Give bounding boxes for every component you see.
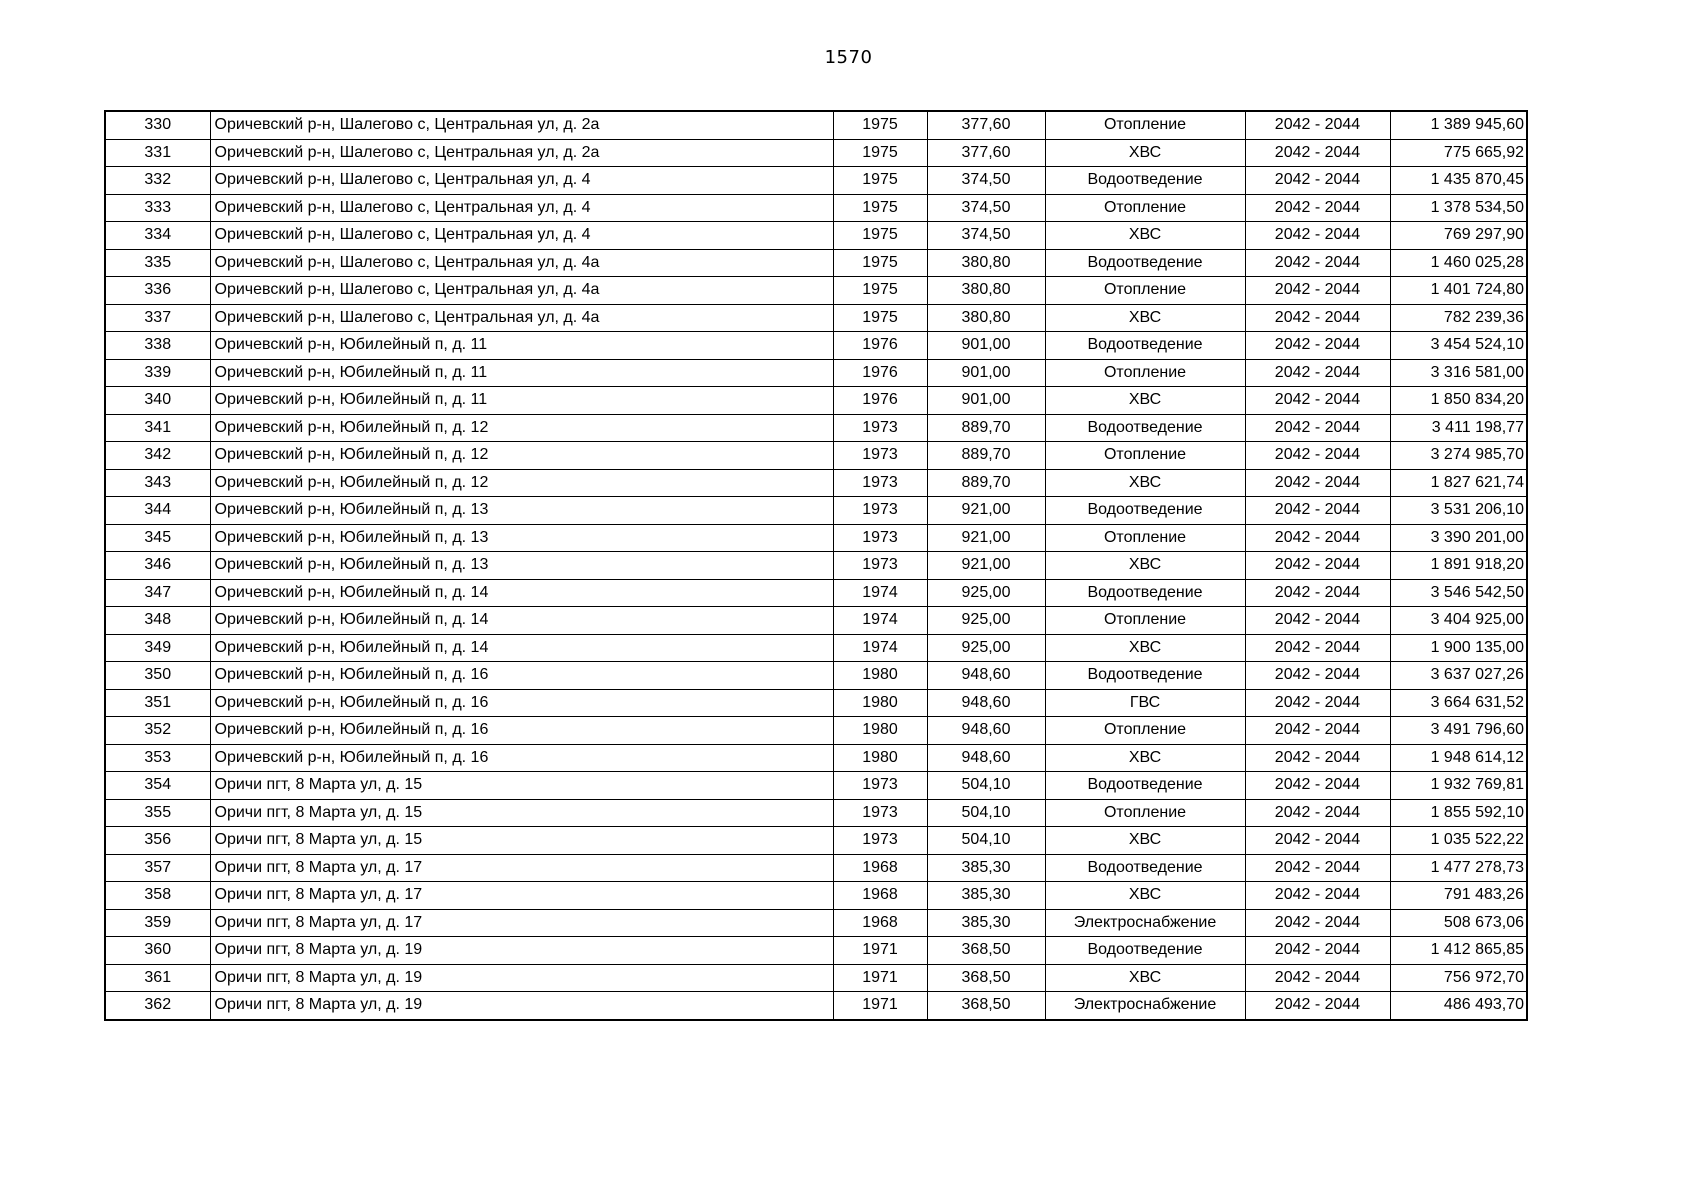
work-type-cell: Отопление (1045, 277, 1245, 305)
row-number-cell: 352 (105, 717, 210, 745)
table-row (105, 222, 1527, 250)
cost-cell: 1 460 025,28 (1390, 249, 1527, 277)
work-type-cell: Водоотведение (1045, 772, 1245, 800)
area-cell: 377,60 (927, 111, 1045, 139)
table-row (105, 882, 1527, 910)
period-cell: 2042 - 2044 (1245, 744, 1390, 772)
build-year-cell: 1976 (833, 387, 927, 415)
build-year-cell: 1973 (833, 414, 927, 442)
work-type-cell: Водоотведение (1045, 332, 1245, 360)
work-type-cell: ХВС (1045, 387, 1245, 415)
work-type-cell: ХВС (1045, 139, 1245, 167)
period-cell: 2042 - 2044 (1245, 304, 1390, 332)
table-row (105, 359, 1527, 387)
period-cell: 2042 - 2044 (1245, 717, 1390, 745)
row-number-cell: 358 (105, 882, 210, 910)
address-cell: Оричевский р-н, Юбилейный п, д. 14 (210, 634, 833, 662)
area-cell: 380,80 (927, 249, 1045, 277)
address-cell: Оричевский р-н, Юбилейный п, д. 16 (210, 662, 833, 690)
build-year-cell: 1968 (833, 854, 927, 882)
area-cell: 925,00 (927, 579, 1045, 607)
period-cell: 2042 - 2044 (1245, 469, 1390, 497)
area-cell: 948,60 (927, 717, 1045, 745)
table-row (105, 469, 1527, 497)
row-number-cell: 356 (105, 827, 210, 855)
build-year-cell: 1968 (833, 882, 927, 910)
cost-cell: 791 483,26 (1390, 882, 1527, 910)
address-cell: Оричи пгт, 8 Марта ул, д. 15 (210, 799, 833, 827)
area-cell: 921,00 (927, 552, 1045, 580)
address-cell: Оричи пгт, 8 Марта ул, д. 19 (210, 964, 833, 992)
period-cell: 2042 - 2044 (1245, 387, 1390, 415)
work-type-cell: Водоотведение (1045, 167, 1245, 195)
period-cell: 2042 - 2044 (1245, 249, 1390, 277)
table-row (105, 744, 1527, 772)
cost-cell: 1 827 621,74 (1390, 469, 1527, 497)
work-type-cell: ХВС (1045, 469, 1245, 497)
build-year-cell: 1974 (833, 579, 927, 607)
build-year-cell: 1968 (833, 909, 927, 937)
period-cell: 2042 - 2044 (1245, 332, 1390, 360)
work-type-cell: Отопление (1045, 359, 1245, 387)
area-cell: 948,60 (927, 689, 1045, 717)
cost-cell: 1 948 614,12 (1390, 744, 1527, 772)
row-number-cell: 333 (105, 194, 210, 222)
address-cell: Оричи пгт, 8 Марта ул, д. 19 (210, 937, 833, 965)
period-cell: 2042 - 2044 (1245, 607, 1390, 635)
row-number-cell: 360 (105, 937, 210, 965)
cost-cell: 486 493,70 (1390, 992, 1527, 1020)
cost-cell: 1 435 870,45 (1390, 167, 1527, 195)
area-cell: 901,00 (927, 387, 1045, 415)
table-row (105, 827, 1527, 855)
work-type-cell: ГВС (1045, 689, 1245, 717)
build-year-cell: 1973 (833, 799, 927, 827)
build-year-cell: 1973 (833, 442, 927, 470)
address-cell: Оричевский р-н, Юбилейный п, д. 14 (210, 607, 833, 635)
table-row (105, 607, 1527, 635)
table-row (105, 579, 1527, 607)
work-type-cell: Отопление (1045, 799, 1245, 827)
address-cell: Оричевский р-н, Шалегово с, Центральная ул, д. 4а (210, 249, 833, 277)
period-cell: 2042 - 2044 (1245, 442, 1390, 470)
cost-cell: 1 412 865,85 (1390, 937, 1527, 965)
address-cell: Оричевский р-н, Юбилейный п, д. 11 (210, 332, 833, 360)
area-cell: 504,10 (927, 827, 1045, 855)
row-number-cell: 331 (105, 139, 210, 167)
area-cell: 921,00 (927, 497, 1045, 525)
area-cell: 948,60 (927, 744, 1045, 772)
period-cell: 2042 - 2044 (1245, 772, 1390, 800)
cost-cell: 3 531 206,10 (1390, 497, 1527, 525)
build-year-cell: 1975 (833, 139, 927, 167)
row-number-cell: 347 (105, 579, 210, 607)
register-table (104, 110, 1528, 1021)
cost-cell: 1 850 834,20 (1390, 387, 1527, 415)
address-cell: Оричевский р-н, Юбилейный п, д. 12 (210, 469, 833, 497)
table-row (105, 552, 1527, 580)
address-cell: Оричевский р-н, Шалегово с, Центральная ул, д. 2а (210, 111, 833, 139)
area-cell: 374,50 (927, 194, 1045, 222)
work-type-cell: Электроснабжение (1045, 992, 1245, 1020)
area-cell: 889,70 (927, 442, 1045, 470)
work-type-cell: ХВС (1045, 744, 1245, 772)
table-row (105, 909, 1527, 937)
row-number-cell: 345 (105, 524, 210, 552)
build-year-cell: 1974 (833, 607, 927, 635)
period-cell: 2042 - 2044 (1245, 277, 1390, 305)
area-cell: 368,50 (927, 992, 1045, 1020)
cost-cell: 3 316 581,00 (1390, 359, 1527, 387)
address-cell: Оричевский р-н, Шалегово с, Центральная ул, д. 4 (210, 222, 833, 250)
cost-cell: 782 239,36 (1390, 304, 1527, 332)
table-row (105, 497, 1527, 525)
address-cell: Оричи пгт, 8 Марта ул, д. 15 (210, 772, 833, 800)
table-row (105, 194, 1527, 222)
address-cell: Оричевский р-н, Юбилейный п, д. 12 (210, 442, 833, 470)
row-number-cell: 343 (105, 469, 210, 497)
table-row (105, 662, 1527, 690)
work-type-cell: Водоотведение (1045, 497, 1245, 525)
work-type-cell: Отопление (1045, 607, 1245, 635)
build-year-cell: 1973 (833, 524, 927, 552)
row-number-cell: 339 (105, 359, 210, 387)
row-number-cell: 357 (105, 854, 210, 882)
period-cell: 2042 - 2044 (1245, 194, 1390, 222)
period-cell: 2042 - 2044 (1245, 689, 1390, 717)
work-type-cell: ХВС (1045, 222, 1245, 250)
row-number-cell: 349 (105, 634, 210, 662)
work-type-cell: Водоотведение (1045, 414, 1245, 442)
period-cell: 2042 - 2044 (1245, 222, 1390, 250)
address-cell: Оричевский р-н, Шалегово с, Центральная ул, д. 4а (210, 304, 833, 332)
cost-cell: 1 932 769,81 (1390, 772, 1527, 800)
area-cell: 368,50 (927, 964, 1045, 992)
period-cell: 2042 - 2044 (1245, 579, 1390, 607)
row-number-cell: 332 (105, 167, 210, 195)
work-type-cell: Водоотведение (1045, 249, 1245, 277)
build-year-cell: 1975 (833, 249, 927, 277)
cost-cell: 1 035 522,22 (1390, 827, 1527, 855)
cost-cell: 1 401 724,80 (1390, 277, 1527, 305)
table-row (105, 332, 1527, 360)
address-cell: Оричевский р-н, Юбилейный п, д. 14 (210, 579, 833, 607)
table-row (105, 387, 1527, 415)
area-cell: 377,60 (927, 139, 1045, 167)
table-row (105, 277, 1527, 305)
period-cell: 2042 - 2044 (1245, 882, 1390, 910)
address-cell: Оричевский р-н, Юбилейный п, д. 13 (210, 497, 833, 525)
area-cell: 374,50 (927, 222, 1045, 250)
period-cell: 2042 - 2044 (1245, 827, 1390, 855)
period-cell: 2042 - 2044 (1245, 552, 1390, 580)
address-cell: Оричевский р-н, Шалегово с, Центральная ул, д. 4а (210, 277, 833, 305)
address-cell: Оричевский р-н, Юбилейный п, д. 16 (210, 689, 833, 717)
work-type-cell: ХВС (1045, 964, 1245, 992)
row-number-cell: 341 (105, 414, 210, 442)
table-row (105, 167, 1527, 195)
table-row (105, 139, 1527, 167)
row-number-cell: 346 (105, 552, 210, 580)
cost-cell: 1 477 278,73 (1390, 854, 1527, 882)
row-number-cell: 334 (105, 222, 210, 250)
area-cell: 889,70 (927, 414, 1045, 442)
address-cell: Оричи пгт, 8 Марта ул, д. 17 (210, 882, 833, 910)
table-row (105, 111, 1527, 139)
build-year-cell: 1976 (833, 332, 927, 360)
period-cell: 2042 - 2044 (1245, 964, 1390, 992)
build-year-cell: 1975 (833, 111, 927, 139)
address-cell: Оричевский р-н, Юбилейный п, д. 16 (210, 717, 833, 745)
address-cell: Оричевский р-н, Шалегово с, Центральная ул, д. 2а (210, 139, 833, 167)
area-cell: 921,00 (927, 524, 1045, 552)
area-cell: 385,30 (927, 909, 1045, 937)
table-row (105, 937, 1527, 965)
area-cell: 374,50 (927, 167, 1045, 195)
table-row (105, 524, 1527, 552)
period-cell: 2042 - 2044 (1245, 139, 1390, 167)
cost-cell: 756 972,70 (1390, 964, 1527, 992)
row-number-cell: 335 (105, 249, 210, 277)
table-row (105, 634, 1527, 662)
period-cell: 2042 - 2044 (1245, 799, 1390, 827)
register-table-body (105, 111, 1527, 1020)
work-type-cell: Электроснабжение (1045, 909, 1245, 937)
cost-cell: 1 378 534,50 (1390, 194, 1527, 222)
work-type-cell: Водоотведение (1045, 662, 1245, 690)
period-cell: 2042 - 2044 (1245, 909, 1390, 937)
work-type-cell: Отопление (1045, 442, 1245, 470)
address-cell: Оричевский р-н, Юбилейный п, д. 11 (210, 359, 833, 387)
table-row (105, 992, 1527, 1020)
area-cell: 385,30 (927, 882, 1045, 910)
row-number-cell: 330 (105, 111, 210, 139)
address-cell: Оричи пгт, 8 Марта ул, д. 19 (210, 992, 833, 1020)
address-cell: Оричи пгт, 8 Марта ул, д. 15 (210, 827, 833, 855)
row-number-cell: 362 (105, 992, 210, 1020)
build-year-cell: 1975 (833, 277, 927, 305)
work-type-cell: Отопление (1045, 524, 1245, 552)
build-year-cell: 1971 (833, 992, 927, 1020)
area-cell: 889,70 (927, 469, 1045, 497)
build-year-cell: 1980 (833, 689, 927, 717)
area-cell: 901,00 (927, 332, 1045, 360)
work-type-cell: Отопление (1045, 717, 1245, 745)
build-year-cell: 1971 (833, 964, 927, 992)
row-number-cell: 340 (105, 387, 210, 415)
cost-cell: 3 404 925,00 (1390, 607, 1527, 635)
build-year-cell: 1975 (833, 167, 927, 195)
cost-cell: 3 390 201,00 (1390, 524, 1527, 552)
address-cell: Оричи пгт, 8 Марта ул, д. 17 (210, 909, 833, 937)
work-type-cell: ХВС (1045, 304, 1245, 332)
build-year-cell: 1973 (833, 827, 927, 855)
row-number-cell: 350 (105, 662, 210, 690)
work-type-cell: ХВС (1045, 552, 1245, 580)
area-cell: 368,50 (927, 937, 1045, 965)
row-number-cell: 359 (105, 909, 210, 937)
cost-cell: 3 664 631,52 (1390, 689, 1527, 717)
table-row (105, 304, 1527, 332)
cost-cell: 3 274 985,70 (1390, 442, 1527, 470)
table-row (105, 689, 1527, 717)
row-number-cell: 338 (105, 332, 210, 360)
cost-cell: 775 665,92 (1390, 139, 1527, 167)
build-year-cell: 1980 (833, 717, 927, 745)
area-cell: 385,30 (927, 854, 1045, 882)
row-number-cell: 353 (105, 744, 210, 772)
address-cell: Оричевский р-н, Юбилейный п, д. 11 (210, 387, 833, 415)
area-cell: 504,10 (927, 799, 1045, 827)
address-cell: Оричевский р-н, Шалегово с, Центральная ул, д. 4 (210, 167, 833, 195)
area-cell: 925,00 (927, 607, 1045, 635)
build-year-cell: 1975 (833, 222, 927, 250)
address-cell: Оричевский р-н, Юбилейный п, д. 13 (210, 552, 833, 580)
cost-cell: 769 297,90 (1390, 222, 1527, 250)
area-cell: 380,80 (927, 304, 1045, 332)
cost-cell: 1 891 918,20 (1390, 552, 1527, 580)
build-year-cell: 1975 (833, 194, 927, 222)
table-row (105, 442, 1527, 470)
address-cell: Оричевский р-н, Юбилейный п, д. 12 (210, 414, 833, 442)
cost-cell: 1 900 135,00 (1390, 634, 1527, 662)
build-year-cell: 1976 (833, 359, 927, 387)
work-type-cell: Отопление (1045, 194, 1245, 222)
row-number-cell: 342 (105, 442, 210, 470)
work-type-cell: ХВС (1045, 634, 1245, 662)
build-year-cell: 1975 (833, 304, 927, 332)
address-cell: Оричи пгт, 8 Марта ул, д. 17 (210, 854, 833, 882)
period-cell: 2042 - 2044 (1245, 167, 1390, 195)
period-cell: 2042 - 2044 (1245, 662, 1390, 690)
build-year-cell: 1980 (833, 744, 927, 772)
build-year-cell: 1973 (833, 772, 927, 800)
table-row (105, 772, 1527, 800)
cost-cell: 508 673,06 (1390, 909, 1527, 937)
work-type-cell: Водоотведение (1045, 937, 1245, 965)
build-year-cell: 1973 (833, 552, 927, 580)
area-cell: 901,00 (927, 359, 1045, 387)
period-cell: 2042 - 2044 (1245, 992, 1390, 1020)
work-type-cell: ХВС (1045, 827, 1245, 855)
cost-cell: 3 637 027,26 (1390, 662, 1527, 690)
table-row (105, 854, 1527, 882)
period-cell: 2042 - 2044 (1245, 634, 1390, 662)
period-cell: 2042 - 2044 (1245, 497, 1390, 525)
period-cell: 2042 - 2044 (1245, 854, 1390, 882)
build-year-cell: 1973 (833, 469, 927, 497)
cost-cell: 1 855 592,10 (1390, 799, 1527, 827)
period-cell: 2042 - 2044 (1245, 359, 1390, 387)
row-number-cell: 354 (105, 772, 210, 800)
build-year-cell: 1973 (833, 497, 927, 525)
build-year-cell: 1974 (833, 634, 927, 662)
page-number: 1570 (824, 47, 873, 68)
row-number-cell: 355 (105, 799, 210, 827)
cost-cell: 1 389 945,60 (1390, 111, 1527, 139)
row-number-cell: 351 (105, 689, 210, 717)
area-cell: 925,00 (927, 634, 1045, 662)
cost-cell: 3 546 542,50 (1390, 579, 1527, 607)
row-number-cell: 361 (105, 964, 210, 992)
table-row (105, 249, 1527, 277)
address-cell: Оричевский р-н, Шалегово с, Центральная ул, д. 4 (210, 194, 833, 222)
period-cell: 2042 - 2044 (1245, 414, 1390, 442)
row-number-cell: 348 (105, 607, 210, 635)
address-cell: Оричевский р-н, Юбилейный п, д. 13 (210, 524, 833, 552)
row-number-cell: 344 (105, 497, 210, 525)
work-type-cell: Водоотведение (1045, 579, 1245, 607)
build-year-cell: 1980 (833, 662, 927, 690)
row-number-cell: 337 (105, 304, 210, 332)
table-row (105, 717, 1527, 745)
table-row (105, 799, 1527, 827)
period-cell: 2042 - 2044 (1245, 937, 1390, 965)
cost-cell: 3 411 198,77 (1390, 414, 1527, 442)
build-year-cell: 1971 (833, 937, 927, 965)
work-type-cell: Водоотведение (1045, 854, 1245, 882)
area-cell: 504,10 (927, 772, 1045, 800)
table-row (105, 414, 1527, 442)
cost-cell: 3 454 524,10 (1390, 332, 1527, 360)
address-cell: Оричевский р-н, Юбилейный п, д. 16 (210, 744, 833, 772)
period-cell: 2042 - 2044 (1245, 524, 1390, 552)
period-cell: 2042 - 2044 (1245, 111, 1390, 139)
area-cell: 380,80 (927, 277, 1045, 305)
cost-cell: 3 491 796,60 (1390, 717, 1527, 745)
work-type-cell: Отопление (1045, 111, 1245, 139)
area-cell: 948,60 (927, 662, 1045, 690)
row-number-cell: 336 (105, 277, 210, 305)
work-type-cell: ХВС (1045, 882, 1245, 910)
table-row (105, 964, 1527, 992)
